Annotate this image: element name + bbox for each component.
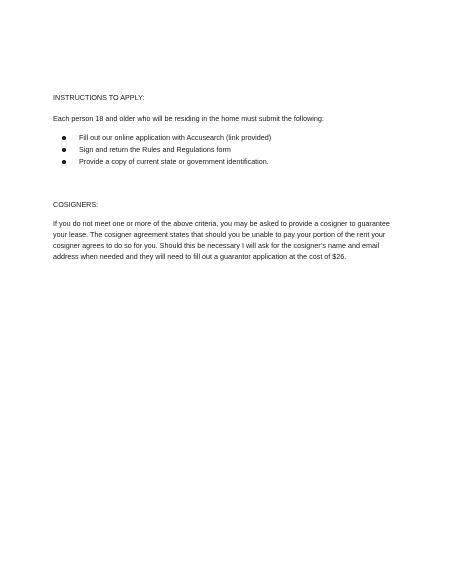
list-item [53,156,398,168]
bullet-icon [62,148,66,152]
list-item [53,132,398,144]
list-item-text: Sign and return the Rules and Regulations form [79,145,231,154]
list-item [53,144,398,156]
instructions-list [53,132,398,168]
bullet-icon [62,136,66,140]
list-item-text: Provide a copy of current state or government identification. [79,157,269,166]
instructions-intro: Each person 18 and older who will be residing in the home must submit the following: [53,114,324,123]
instructions-heading: INSTRUCTIONS TO APPLY: [53,93,145,102]
document-content [53,92,398,262]
cosigners-paragraph: If you do not meet one or more of the above criteria, you may be asked to provide a cosigner to guarantee your lease. The cosigner agreement states that should you be unable to pay your portion of the rent your cosigner agrees to do so for you. Should this be necessary I will ask for the cosigner’s name and email address when needed and they will need to fill out a guarantor application at the cost of $26. [53,219,390,261]
bullet-icon [62,160,66,164]
cosigners-heading: COSIGNERS: [53,200,99,209]
list-item-text: Fill out our online application with Accusearch (link provided) [79,133,272,142]
